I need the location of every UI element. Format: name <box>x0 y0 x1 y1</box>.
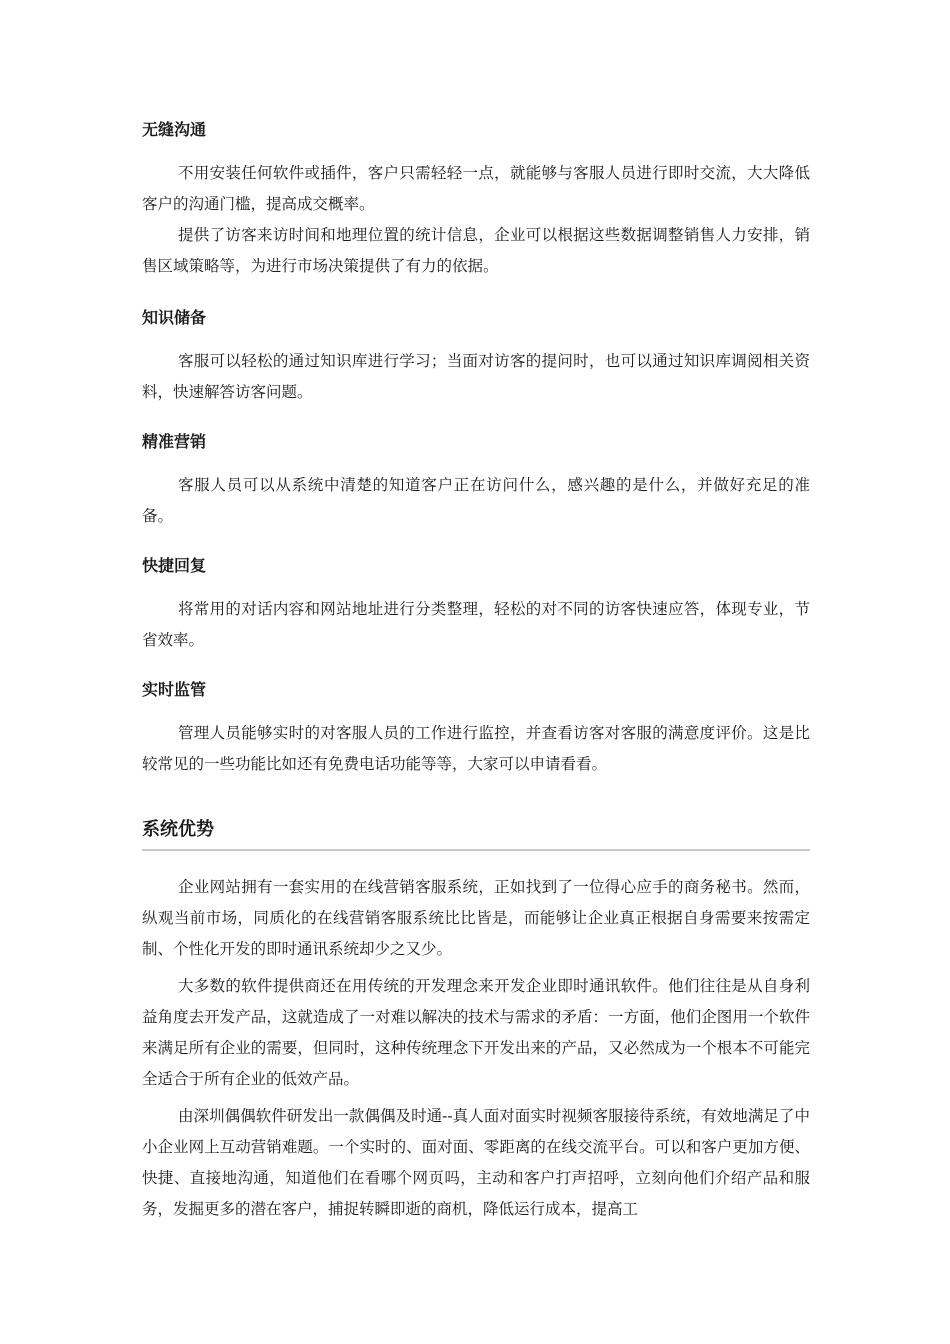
feature-realtime-monitoring <box>142 680 810 780</box>
feature-seamless-communication <box>142 120 810 282</box>
section-divider <box>142 849 810 851</box>
feature-knowledge-base <box>142 308 810 408</box>
advantages-paragraph: 由深圳偶偶软件研发出一款偶偶及时通--真人面对面实时视频客服接待系统，有效地满足了中小企业网上互动营销难题。一个实时的、面对面、零距离的在线交流平台。可以和客户更加方便、快捷、直接地沟通，知道他们在看哪个网页吗，主动和客户打声招呼，立刻向他们介绍产品和服务，发掘更多的潜在客户，捕捉转瞬即逝的商机，降低运行成本，提高工 <box>142 1107 810 1218</box>
section-heading: 系统优势 <box>142 819 214 840</box>
feature-title: 快捷回复 <box>142 556 207 575</box>
feature-title: 知识储备 <box>142 308 207 327</box>
feature-precision-marketing <box>142 432 810 532</box>
feature-paragraph: 客服人员可以从系统中清楚的知道客户正在访问什么，感兴趣的是什么，并做好充足的准备。 <box>142 476 810 525</box>
feature-title: 实时监管 <box>142 680 207 699</box>
advantages-paragraph: 大多数的软件提供商还在用传统的开发理念来开发企业即时通讯软件。他们往往是从自身利益角度去开发产品，这就造成了一对难以解决的技术与需求的矛盾：一方面，他们企图用一个软件来满足所有企业的需要，但同时，这种传统理念下开发出来的产品，又必然成为一个根本不可能完全适合于所有企业的低效产品。 <box>142 977 810 1088</box>
advantages-paragraph: 企业网站拥有一套实用的在线营销客服系统，正如找到了一位得心应手的商务秘书。然而，纵观当前市场，同质化的在线营销客服系统比比皆是，而能够让企业真正根据自身需要来按需定制、个性化开发的即时通讯系统却少之又少。 <box>142 878 810 958</box>
advantages-body <box>142 872 810 1225</box>
feature-paragraph: 提供了访客来访时间和地理位置的统计信息，企业可以根据这些数据调整销售人力安排，销售区域策略等，为进行市场决策提供了有力的依据。 <box>142 226 810 275</box>
feature-quick-reply <box>142 556 810 656</box>
feature-title: 无缝沟通 <box>142 120 207 139</box>
feature-paragraph: 管理人员能够实时的对客服人员的工作进行监控，并查看访客对客服的满意度评价。这是比较常见的一些功能比如还有免费电话功能等等，大家可以申请看看。 <box>142 724 810 773</box>
feature-title: 精准营销 <box>142 432 207 451</box>
feature-paragraph: 客服可以轻松的通过知识库进行学习；当面对访客的提问时，也可以通过知识库调阅相关资料，快速解答访客问题。 <box>142 352 810 401</box>
feature-paragraph: 不用安装任何软件或插件，客户只需轻轻一点，就能够与客服人员进行即时交流，大大降低客户的沟通门槛，提高成交概率。 <box>142 164 810 213</box>
feature-paragraph: 将常用的对话内容和网站地址进行分类整理，轻松的对不同的访客快速应答，体现专业，节省效率。 <box>142 600 810 649</box>
